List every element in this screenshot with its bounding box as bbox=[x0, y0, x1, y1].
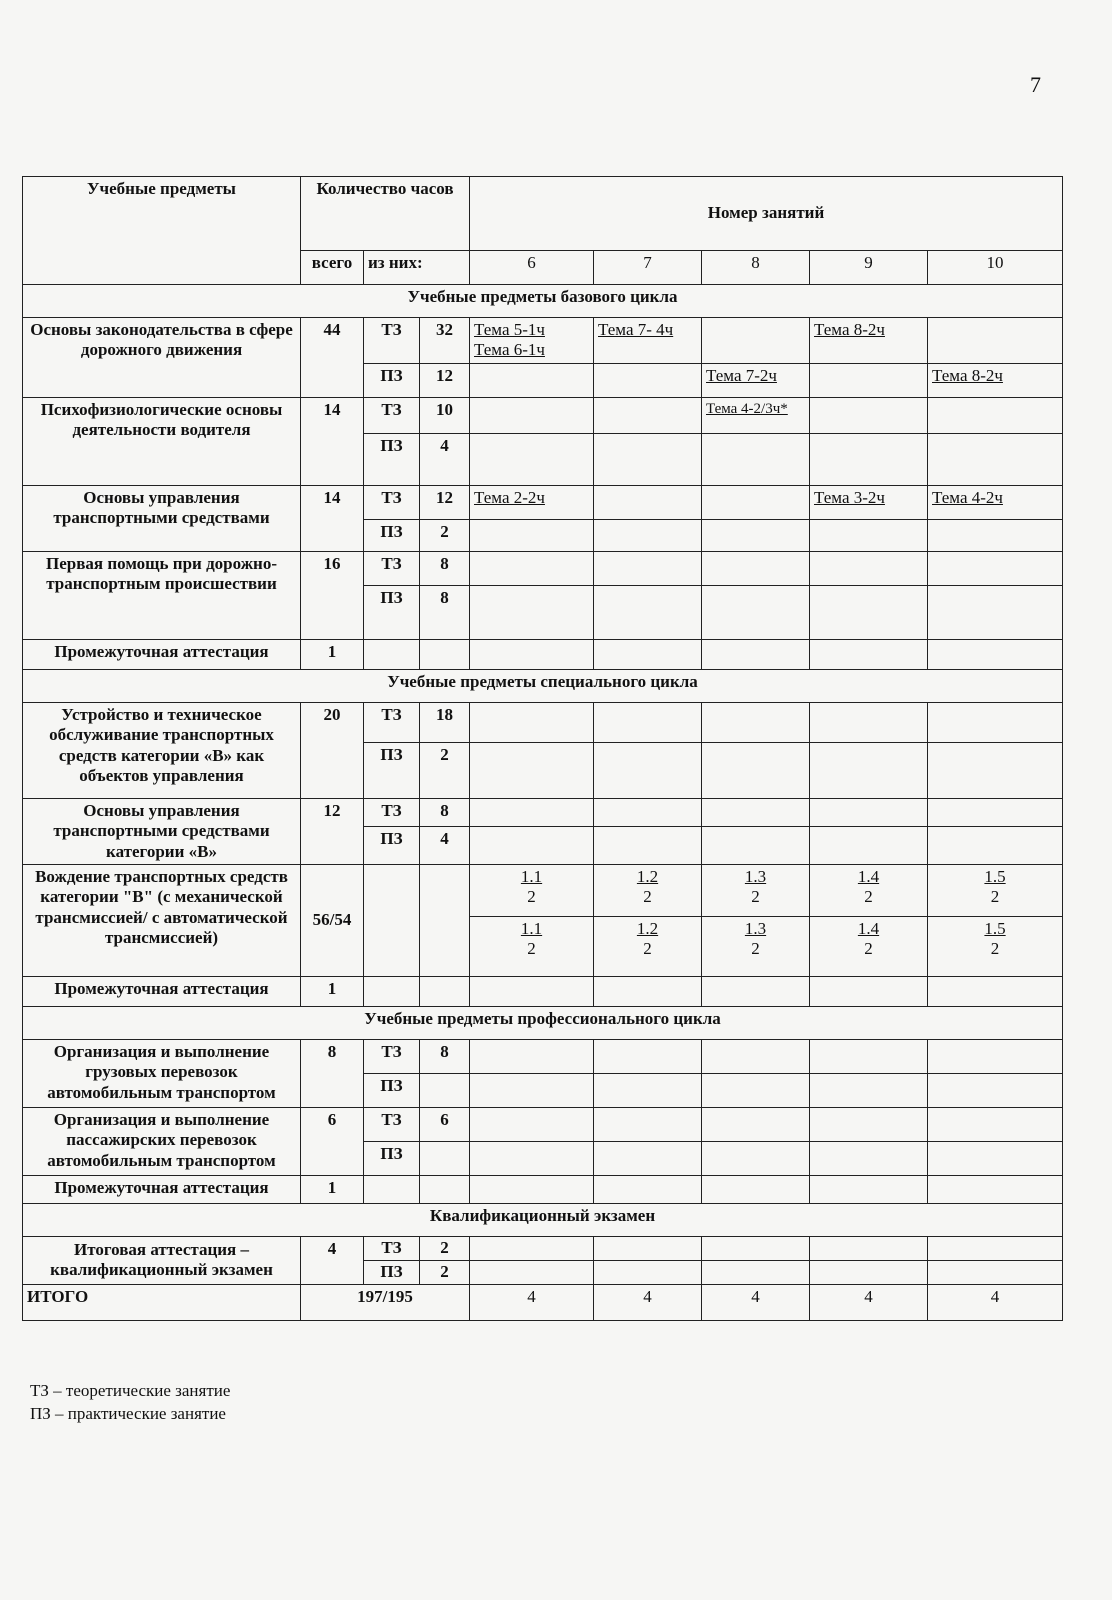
topic-cell bbox=[470, 318, 594, 364]
subject-first-aid: Первая помощь при дорожно-транспортным происшествии bbox=[23, 551, 301, 639]
drive-cell bbox=[594, 864, 702, 916]
section-special: Учебные предметы специального цикла bbox=[23, 669, 1063, 702]
type-pz: ПЗ bbox=[364, 826, 420, 864]
empty-cell bbox=[594, 363, 702, 397]
subject-device: Устройство и техническое обслуживание транспортных средств категории «В» как объектов управления bbox=[23, 702, 301, 798]
drive-number: 1.4 bbox=[857, 918, 880, 938]
empty-cell bbox=[810, 585, 928, 639]
hours-pz: 4 bbox=[420, 433, 470, 485]
hours-pz: 2 bbox=[420, 1260, 470, 1284]
topic-text: Тема 3-2ч bbox=[810, 485, 928, 519]
empty-cell bbox=[702, 318, 810, 364]
hours-pz: 12 bbox=[420, 363, 470, 397]
empty-cell bbox=[702, 551, 810, 585]
hours-total: 16 bbox=[301, 551, 364, 639]
empty-cell bbox=[594, 1236, 702, 1260]
empty-cell bbox=[364, 639, 420, 669]
empty-cell bbox=[810, 363, 928, 397]
header-total: всего bbox=[301, 251, 364, 285]
drive-hours: 2 bbox=[527, 887, 536, 907]
empty-cell bbox=[470, 363, 594, 397]
lesson-number: 10 bbox=[928, 251, 1063, 285]
empty-cell bbox=[928, 318, 1063, 364]
type-pz: ПЗ bbox=[364, 1141, 420, 1175]
drive-number: 1.4 bbox=[857, 866, 880, 886]
drive-number: 1.5 bbox=[984, 918, 1006, 938]
subject-passenger: Организация и выполнение пассажирских перевозок автомобильным транспортом bbox=[23, 1107, 301, 1175]
empty-cell bbox=[702, 976, 810, 1006]
empty-cell bbox=[928, 742, 1063, 798]
empty-cell bbox=[810, 433, 928, 485]
hours-total: 56/54 bbox=[301, 864, 364, 976]
empty-cell bbox=[594, 433, 702, 485]
drive-cell bbox=[470, 864, 594, 916]
hours-total: 1 bbox=[301, 976, 364, 1006]
header-lessons: Номер занятий bbox=[470, 177, 1063, 251]
topic-text: Тема 4-2/3ч* bbox=[702, 397, 810, 433]
drive-number: 1.1 bbox=[520, 918, 543, 938]
hours-total: 8 bbox=[301, 1039, 364, 1107]
subject-law: Основы законодательства в сфере дорожного движения bbox=[23, 318, 301, 398]
empty-cell bbox=[470, 397, 594, 433]
hours-total: 12 bbox=[301, 798, 364, 864]
type-pz: ПЗ bbox=[364, 1073, 420, 1107]
empty-cell bbox=[928, 1236, 1063, 1260]
drive-number: 1.3 bbox=[744, 866, 767, 886]
hours-tz: 8 bbox=[420, 1039, 470, 1073]
empty-cell bbox=[928, 1141, 1063, 1175]
empty-cell bbox=[470, 1175, 594, 1203]
empty-cell bbox=[594, 519, 702, 551]
empty-cell bbox=[470, 585, 594, 639]
total-label: ИТОГО bbox=[23, 1284, 301, 1320]
hours-total: 1 bbox=[301, 1175, 364, 1203]
subject-attestation: Промежуточная аттестация bbox=[23, 976, 301, 1006]
empty-cell bbox=[928, 976, 1063, 1006]
drive-cell bbox=[928, 916, 1063, 976]
empty-cell bbox=[470, 1073, 594, 1107]
drive-hours: 2 bbox=[990, 887, 1000, 907]
empty-cell bbox=[810, 826, 928, 864]
subject-attestation: Промежуточная аттестация bbox=[23, 639, 301, 669]
hours-pz: 2 bbox=[420, 519, 470, 551]
type-tz: ТЗ bbox=[364, 702, 420, 742]
empty-cell bbox=[470, 976, 594, 1006]
empty-cell bbox=[470, 702, 594, 742]
type-tz: ТЗ bbox=[364, 485, 420, 519]
empty-cell bbox=[810, 1236, 928, 1260]
empty-cell bbox=[810, 742, 928, 798]
topic-text: Тема 7- 4ч bbox=[594, 318, 702, 364]
empty-cell bbox=[470, 519, 594, 551]
page-number: 7 bbox=[1030, 72, 1041, 97]
hours-pz: 4 bbox=[420, 826, 470, 864]
topic-text: Тема 2-2ч bbox=[470, 485, 594, 519]
empty-cell bbox=[470, 1141, 594, 1175]
topic-text: Тема 5-1ч bbox=[474, 320, 545, 339]
subject-psy: Психофизиологические основы деятельности водителя bbox=[23, 397, 301, 485]
empty-cell bbox=[702, 1141, 810, 1175]
empty-cell bbox=[594, 976, 702, 1006]
total-value: 4 bbox=[470, 1284, 594, 1320]
empty-cell bbox=[702, 742, 810, 798]
empty-cell bbox=[702, 702, 810, 742]
empty-cell bbox=[594, 798, 702, 826]
drive-number: 1.3 bbox=[744, 918, 767, 938]
empty-cell bbox=[470, 826, 594, 864]
hours-tz: 12 bbox=[420, 485, 470, 519]
empty-cell bbox=[594, 1175, 702, 1203]
total-value: 4 bbox=[810, 1284, 928, 1320]
empty-cell bbox=[364, 1175, 420, 1203]
empty-cell bbox=[364, 864, 420, 976]
lesson-number: 8 bbox=[702, 251, 810, 285]
empty-cell bbox=[594, 485, 702, 519]
empty-cell bbox=[702, 1260, 810, 1284]
empty-cell bbox=[928, 397, 1063, 433]
empty-cell bbox=[470, 1107, 594, 1141]
empty-cell bbox=[928, 1039, 1063, 1073]
type-tz: ТЗ bbox=[364, 318, 420, 364]
type-tz: ТЗ bbox=[364, 551, 420, 585]
empty-cell bbox=[594, 1260, 702, 1284]
hours-tz: 18 bbox=[420, 702, 470, 742]
empty-cell bbox=[470, 742, 594, 798]
empty-cell bbox=[470, 551, 594, 585]
empty-cell bbox=[470, 639, 594, 669]
empty-cell bbox=[470, 433, 594, 485]
drive-cell bbox=[702, 864, 810, 916]
drive-cell bbox=[810, 916, 928, 976]
empty-cell bbox=[928, 1073, 1063, 1107]
empty-cell bbox=[810, 639, 928, 669]
subject-cargo: Организация и выполнение грузовых перевозок автомобильным транспортом bbox=[23, 1039, 301, 1107]
empty-cell bbox=[420, 1175, 470, 1203]
empty-cell bbox=[470, 1039, 594, 1073]
empty-cell bbox=[702, 1236, 810, 1260]
drive-hours: 2 bbox=[990, 939, 1000, 959]
drive-hours: 2 bbox=[864, 939, 873, 959]
type-tz: ТЗ bbox=[364, 1039, 420, 1073]
type-pz: ПЗ bbox=[364, 742, 420, 798]
drive-cell bbox=[928, 864, 1063, 916]
empty-cell bbox=[928, 1175, 1063, 1203]
hours-tz: 8 bbox=[420, 798, 470, 826]
empty-cell bbox=[594, 742, 702, 798]
empty-cell bbox=[470, 1236, 594, 1260]
empty-cell bbox=[420, 976, 470, 1006]
drive-number: 1.2 bbox=[636, 918, 659, 938]
empty-cell bbox=[810, 1175, 928, 1203]
legend-tz: ТЗ – теоретические занятие bbox=[30, 1381, 231, 1400]
empty-cell bbox=[928, 433, 1063, 485]
empty-cell bbox=[928, 519, 1063, 551]
empty-cell bbox=[702, 585, 810, 639]
empty-cell bbox=[702, 1175, 810, 1203]
empty-cell bbox=[928, 798, 1063, 826]
empty-cell bbox=[594, 1073, 702, 1107]
hours-pz: 8 bbox=[420, 585, 470, 639]
type-tz: ТЗ bbox=[364, 1107, 420, 1141]
subject-mgmt: Основы управления транспортными средствами bbox=[23, 485, 301, 551]
empty-cell bbox=[420, 639, 470, 669]
type-pz: ПЗ bbox=[364, 363, 420, 397]
hours-total: 14 bbox=[301, 485, 364, 551]
topic-text: Тема 8-2ч bbox=[810, 318, 928, 364]
header-of-them: из них: bbox=[364, 251, 470, 285]
empty-cell bbox=[420, 1141, 470, 1175]
drive-cell bbox=[470, 916, 594, 976]
hours-tz: 10 bbox=[420, 397, 470, 433]
empty-cell bbox=[810, 798, 928, 826]
drive-hours: 2 bbox=[864, 887, 873, 907]
hours-total: 14 bbox=[301, 397, 364, 485]
empty-cell bbox=[810, 702, 928, 742]
empty-cell bbox=[594, 551, 702, 585]
empty-cell bbox=[810, 976, 928, 1006]
hours-tz: 32 bbox=[420, 318, 470, 364]
empty-cell bbox=[810, 397, 928, 433]
topic-text: Тема 4-2ч bbox=[928, 485, 1063, 519]
empty-cell bbox=[702, 826, 810, 864]
legend bbox=[30, 1379, 230, 1425]
subject-attestation: Промежуточная аттестация bbox=[23, 1175, 301, 1203]
topic-text: Тема 6-1ч bbox=[474, 340, 545, 360]
total-value: 4 bbox=[594, 1284, 702, 1320]
empty-cell bbox=[702, 485, 810, 519]
empty-cell bbox=[810, 551, 928, 585]
drive-hours: 2 bbox=[751, 939, 760, 959]
empty-cell bbox=[594, 1107, 702, 1141]
empty-cell bbox=[364, 976, 420, 1006]
drive-number: 1.5 bbox=[984, 866, 1006, 886]
drive-number: 1.2 bbox=[636, 866, 659, 886]
hours-tz: 8 bbox=[420, 551, 470, 585]
type-tz: ТЗ bbox=[364, 1236, 420, 1260]
hours-total: 6 bbox=[301, 1107, 364, 1175]
section-professional: Учебные предметы профессионального цикла bbox=[23, 1006, 1063, 1039]
total-value: 4 bbox=[702, 1284, 810, 1320]
empty-cell bbox=[928, 826, 1063, 864]
drive-hours: 2 bbox=[643, 887, 652, 907]
lesson-number: 9 bbox=[810, 251, 928, 285]
topic-text: Тема 8-2ч bbox=[928, 363, 1063, 397]
drive-hours: 2 bbox=[527, 939, 536, 959]
hours-tz: 6 bbox=[420, 1107, 470, 1141]
hours-total: 4 bbox=[301, 1236, 364, 1284]
empty-cell bbox=[594, 585, 702, 639]
type-pz: ПЗ bbox=[364, 1260, 420, 1284]
lesson-number: 7 bbox=[594, 251, 702, 285]
empty-cell bbox=[810, 1107, 928, 1141]
type-pz: ПЗ bbox=[364, 519, 420, 551]
empty-cell bbox=[594, 1141, 702, 1175]
hours-total: 1 bbox=[301, 639, 364, 669]
header-hours: Количество часов bbox=[301, 177, 470, 251]
type-pz: ПЗ bbox=[364, 585, 420, 639]
empty-cell bbox=[702, 639, 810, 669]
total-value: 4 bbox=[928, 1284, 1063, 1320]
type-tz: ТЗ bbox=[364, 397, 420, 433]
drive-number: 1.1 bbox=[520, 866, 543, 886]
empty-cell bbox=[594, 397, 702, 433]
hours-tz: 2 bbox=[420, 1236, 470, 1260]
hours-pz: 2 bbox=[420, 742, 470, 798]
header-subjects: Учебные предметы bbox=[23, 177, 301, 285]
schedule-table bbox=[22, 176, 1063, 1321]
empty-cell bbox=[470, 1260, 594, 1284]
lesson-number: 6 bbox=[470, 251, 594, 285]
section-base: Учебные предметы базового цикла bbox=[23, 285, 1063, 318]
hours-total: 20 bbox=[301, 702, 364, 798]
drive-hours: 2 bbox=[751, 887, 760, 907]
drive-cell bbox=[810, 864, 928, 916]
empty-cell bbox=[594, 1039, 702, 1073]
empty-cell bbox=[810, 519, 928, 551]
empty-cell bbox=[702, 798, 810, 826]
type-pz: ПЗ bbox=[364, 433, 420, 485]
section-qualification: Квалификационный экзамен bbox=[23, 1203, 1063, 1236]
empty-cell bbox=[702, 1073, 810, 1107]
empty-cell bbox=[810, 1073, 928, 1107]
empty-cell bbox=[928, 639, 1063, 669]
empty-cell bbox=[420, 864, 470, 976]
legend-pz: ПЗ – практические занятие bbox=[30, 1404, 226, 1423]
empty-cell bbox=[810, 1039, 928, 1073]
hours-total: 44 bbox=[301, 318, 364, 398]
drive-cell bbox=[702, 916, 810, 976]
empty-cell bbox=[594, 639, 702, 669]
topic-text: Тема 7-2ч bbox=[702, 363, 810, 397]
empty-cell bbox=[702, 519, 810, 551]
empty-cell bbox=[702, 1107, 810, 1141]
drive-hours: 2 bbox=[643, 939, 652, 959]
type-tz: ТЗ bbox=[364, 798, 420, 826]
drive-cell bbox=[594, 916, 702, 976]
empty-cell bbox=[928, 702, 1063, 742]
subject-final-exam: Итоговая аттестация – квалификационный экзамен bbox=[23, 1236, 301, 1284]
empty-cell bbox=[702, 433, 810, 485]
empty-cell bbox=[420, 1073, 470, 1107]
empty-cell bbox=[928, 551, 1063, 585]
empty-cell bbox=[702, 1039, 810, 1073]
empty-cell bbox=[810, 1141, 928, 1175]
empty-cell bbox=[594, 702, 702, 742]
subject-driving: Вождение транспортных средств категории "В" (с механической трансмиссией/ с автоматической трансмиссией) bbox=[23, 864, 301, 976]
empty-cell bbox=[810, 1260, 928, 1284]
total-hours: 197/195 bbox=[301, 1284, 470, 1320]
empty-cell bbox=[928, 1260, 1063, 1284]
empty-cell bbox=[470, 798, 594, 826]
empty-cell bbox=[928, 1107, 1063, 1141]
empty-cell bbox=[594, 826, 702, 864]
subject-mgmt-b: Основы управления транспортными средствами категории «В» bbox=[23, 798, 301, 864]
empty-cell bbox=[928, 585, 1063, 639]
